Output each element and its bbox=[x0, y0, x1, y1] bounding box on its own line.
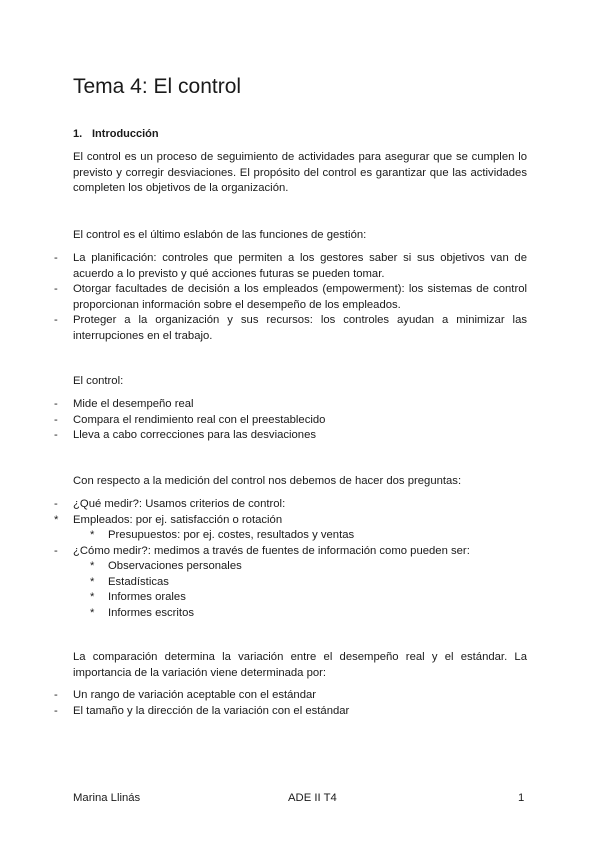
list-item: - Compara el rendimiento real con el preestablecido bbox=[54, 413, 326, 426]
control-intro: El control: bbox=[73, 375, 124, 387]
footer-course: ADE II T4 bbox=[288, 792, 337, 804]
list-item: * Empleados: por ej. satisfacción o rotación bbox=[54, 513, 283, 526]
page-title: Tema 4: El control bbox=[73, 75, 242, 98]
control-list bbox=[0, 397, 600, 444]
comparison-list bbox=[0, 688, 600, 719]
list-item: * Presupuestos: por ej. costes, resultados y ventas bbox=[90, 529, 355, 541]
section-number: 1. bbox=[73, 128, 83, 140]
list-item: * Informes escritos bbox=[90, 606, 195, 619]
list-item: - ¿Cómo medir?: medimos a través de fuentes de información como pueden ser: bbox=[54, 544, 470, 557]
footer-author: Marina Llinás bbox=[73, 792, 141, 804]
functions-list bbox=[0, 251, 600, 344]
list-item: - Mide el desempeño real bbox=[54, 398, 194, 410]
intro-paragraph: El control es un proceso de seguimiento de actividades para asegurar que se cumplen lo previsto y corregir desviaciones. El propósito del control es garantizar que las actividades completen los objetivos de la organización. bbox=[73, 151, 527, 194]
section-heading bbox=[73, 128, 159, 140]
list-item: - La planificación: controles que permiten a los gestores saber si sus objetivos van de acuerdo a lo previsto y qué acciones futuras se pueden tomar. bbox=[54, 252, 527, 280]
measurement-intro: Con respecto a la medición del control nos debemos de hacer dos preguntas: bbox=[73, 475, 462, 487]
list-item: * Informes orales bbox=[90, 591, 186, 603]
comparison-paragraph: La comparación determina la variación entre el desempeño real y el estándar. La importancia de la variación viene determinada por: bbox=[73, 651, 527, 679]
list-item: * Observaciones personales bbox=[90, 560, 242, 572]
list-item: - Proteger a la organización y sus recursos: los controles ayudan a minimizar las interrupciones en el trabajo. bbox=[54, 314, 527, 342]
footer-page-number: 1 bbox=[518, 792, 525, 804]
list-item: - ¿Qué medir?: Usamos criterios de control: bbox=[54, 498, 286, 510]
list-item: * Estadísticas bbox=[90, 575, 169, 588]
section-title: Introducción bbox=[92, 128, 159, 140]
list-item: - Lleva a cabo correcciones para las desviaciones bbox=[54, 429, 317, 441]
list-item: - El tamaño y la dirección de la variación con el estándar bbox=[54, 704, 350, 717]
measurement-list bbox=[0, 497, 600, 621]
list-item: - Un rango de variación aceptable con el estándar bbox=[54, 689, 317, 701]
list-item: - Otorgar facultades de decisión a los empleados (empowerment): los sistemas de control proporcionan información sobre el desempeño de los empleados. bbox=[54, 283, 527, 311]
functions-intro: El control es el último eslabón de las funciones de gestión: bbox=[73, 229, 367, 241]
